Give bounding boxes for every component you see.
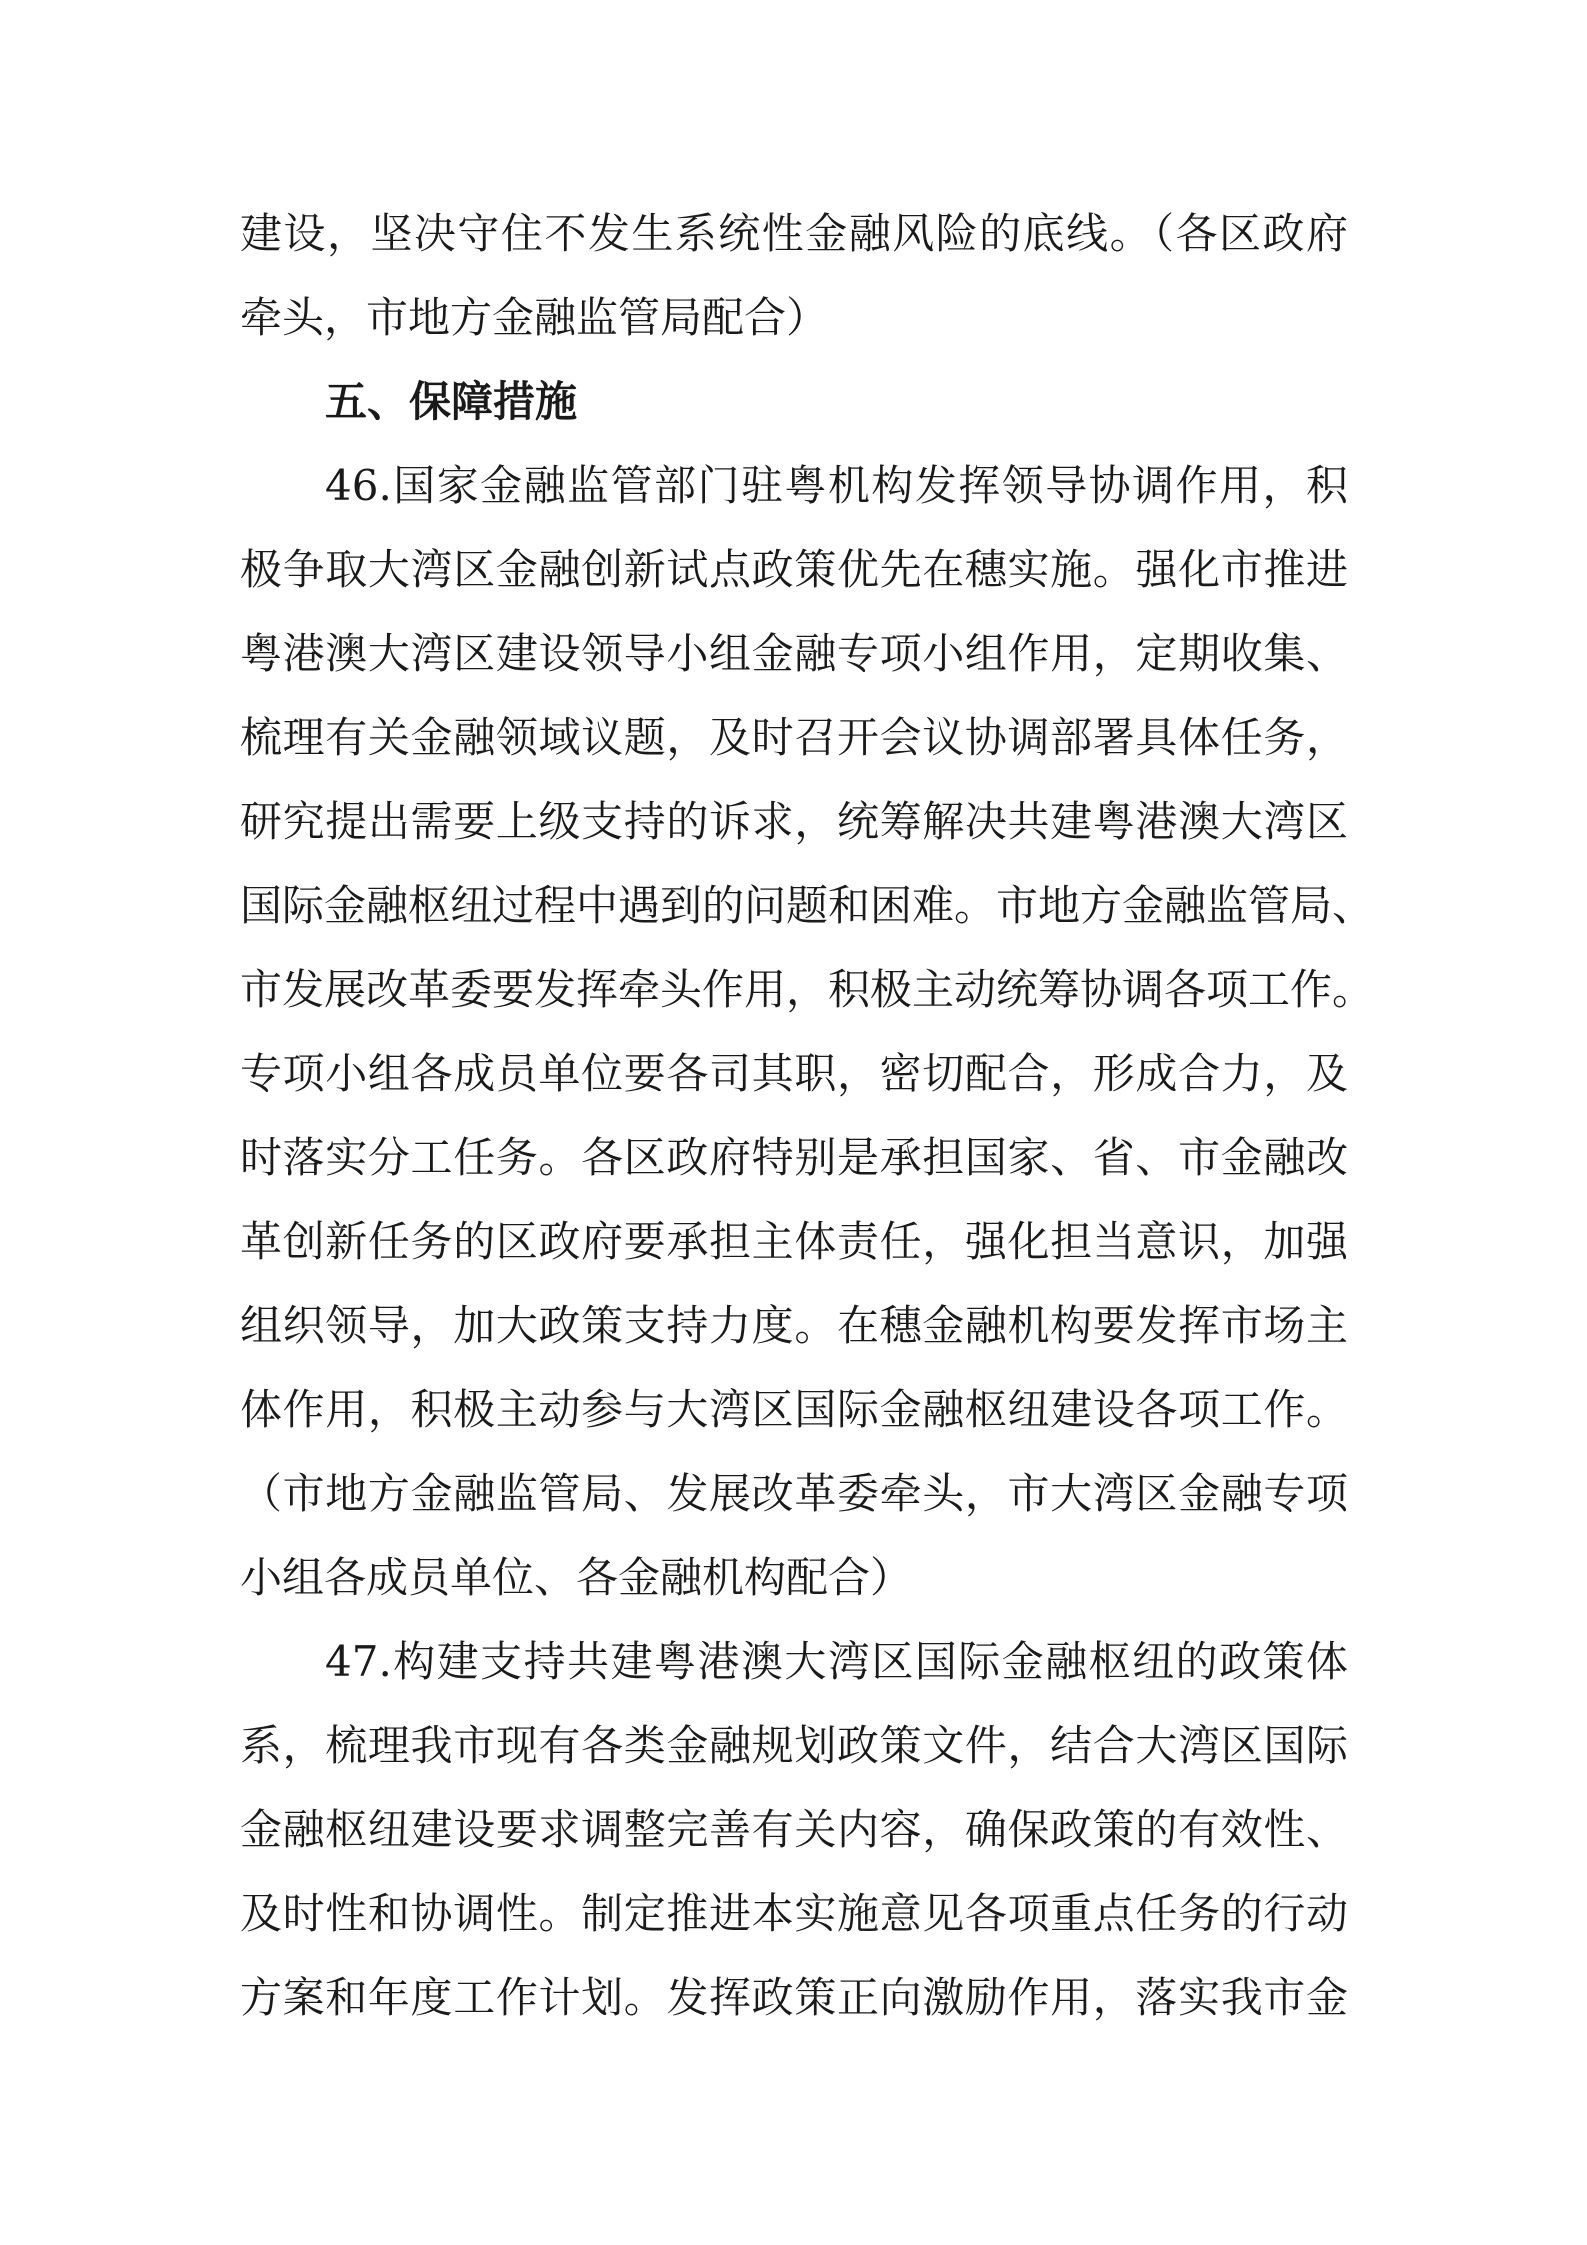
text-line: 牵头，市地方金融监管局配合） xyxy=(240,293,829,342)
text-line: 时落实分工任务。各区政府特别是承担国家、省、市金融改 xyxy=(240,1133,1348,1182)
text-line: 专项小组各成员单位要各司其职，密切配合，形成合力，及 xyxy=(240,1049,1348,1098)
text-line: 研究提出需要上级支持的诉求，统筹解决共建粤港澳大湾区 xyxy=(240,797,1348,846)
text-line: 极争取大湾区金融创新试点政策优先在穗实施。强化市推进 xyxy=(240,545,1348,594)
text-line: 国际金融枢纽过程中遇到的问题和困难。市地方金融监管局、 xyxy=(240,881,1375,930)
text-line: 及时性和协调性。制定推进本实施意见各项重点任务的行动 xyxy=(240,1889,1348,1938)
text-line: 市发展改革委要发挥牵头作用，积极主动统筹协调各项工作。 xyxy=(240,965,1375,1014)
text-line: 革创新任务的区政府要承担主体责任，强化担当意识，加强 xyxy=(240,1217,1348,1266)
text-line: 组织领导，加大政策支持力度。在穗金融机构要发挥市场主 xyxy=(240,1301,1348,1350)
text-line: 体作用，积极主动参与大湾区国际金融枢纽建设各项工作。 xyxy=(240,1385,1348,1434)
text-line: 方案和年度工作计划。发挥政策正向激励作用，落实我市金 xyxy=(240,1973,1348,2022)
paragraph-47-first-line: 47.构建支持共建粤港澳大湾区国际金融枢纽的政策体 xyxy=(325,1637,1348,1686)
text-line: 小组各成员单位、各金融机构配合） xyxy=(240,1553,913,1602)
text-line: 梳理有关金融领域议题，及时召开会议协调部署具体任务， xyxy=(240,713,1348,762)
text-line: 金融枢纽建设要求调整完善有关内容，确保政策的有效性、 xyxy=(240,1805,1348,1854)
text-line: （市地方金融监管局、发展改革委牵头，市大湾区金融专项 xyxy=(240,1469,1348,1518)
paragraph-46-first-line: 46.国家金融监管部门驻粤机构发挥领导协调作用，积 xyxy=(325,461,1348,510)
text-line: 粤港澳大湾区建设领导小组金融专项小组作用，定期收集、 xyxy=(240,629,1348,678)
section-heading: 五、保障措施 xyxy=(325,377,578,426)
text-line: 系，梳理我市现有各类金融规划政策文件，结合大湾区国际 xyxy=(240,1721,1348,1770)
text-line: 建设，坚决守住不发生系统性金融风险的底线。（各区政府 xyxy=(240,209,1348,258)
